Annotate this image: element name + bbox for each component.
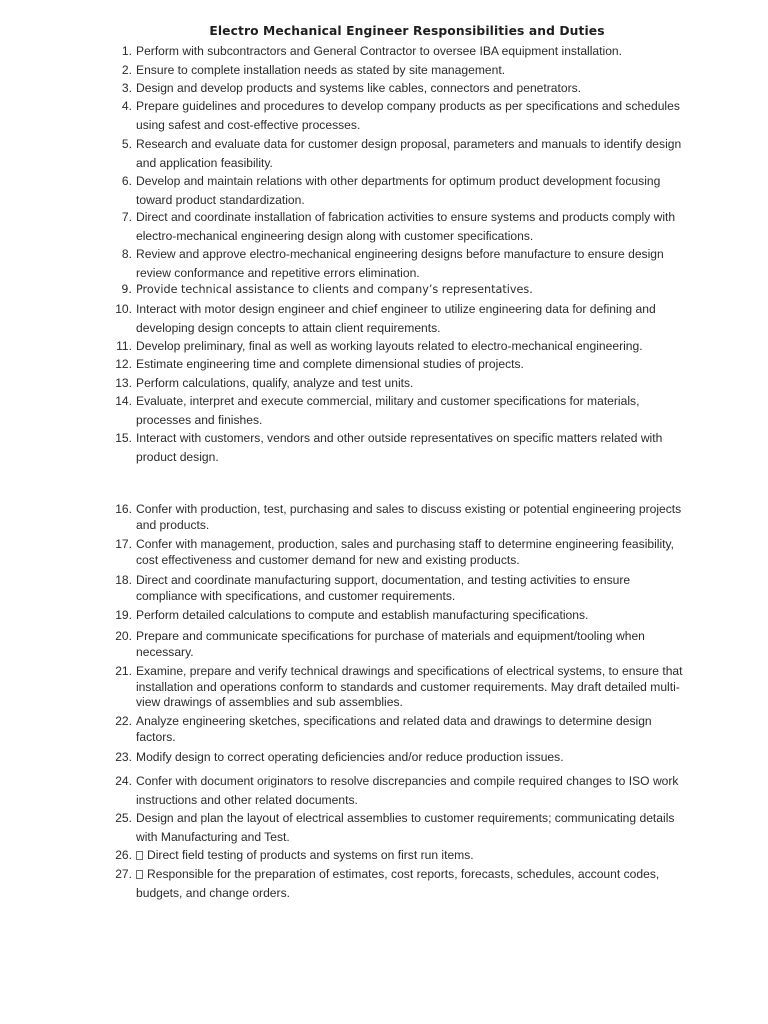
- item-number: 3.: [121, 81, 132, 95]
- list-item: [108, 245, 688, 282]
- item-number: 11.: [116, 339, 132, 353]
- list-item: [108, 79, 688, 98]
- item-number: 4.: [121, 99, 132, 113]
- item-text: Interact with customers, vendors and other outside representatives on specific matters related with product design.: [136, 431, 663, 464]
- list-item: [108, 608, 688, 624]
- list-item: [108, 392, 688, 429]
- item-number: 14.: [115, 394, 132, 408]
- item-text: Review and approve electro-mechanical engineering designs before manufacture to ensure design review conformance and repetitive errors elimination.: [136, 247, 664, 280]
- item-number: 25.: [115, 811, 132, 825]
- item-text: Design and develop products and systems like cables, connectors and penetrators.: [136, 81, 582, 95]
- list-item: [108, 772, 688, 809]
- list-item: [108, 355, 688, 374]
- list-item: [108, 135, 688, 172]
- item-text: Research and evaluate data for customer design proposal, parameters and manuals to identify design and application feasibility.: [136, 137, 682, 170]
- list-item: [108, 300, 688, 337]
- item-text: Design and plan the layout of electrical assemblies to customer requirements; communicating details with Manufacturing and Test.: [136, 811, 675, 844]
- item-text: Provide technical assistance to clients and company’s representatives.: [136, 283, 533, 296]
- item-text: Modify design to correct operating deficiencies and/or reduce production issues.: [136, 750, 564, 764]
- item-number: 19.: [115, 608, 132, 622]
- item-text: Estimate engineering time and complete dimensional studies of projects.: [136, 357, 524, 371]
- item-text: Prepare guidelines and procedures to develop company products as per specifications and schedules using safest and cost-effective processes.: [136, 99, 680, 132]
- list-item: [108, 846, 688, 865]
- unknown-glyph-icon: [136, 870, 143, 879]
- item-number: 15.: [115, 431, 132, 445]
- list-item: [108, 429, 688, 466]
- item-number: 27.: [115, 867, 132, 881]
- page-title: Electro Mechanical Engineer Responsibilities and Duties: [209, 24, 605, 38]
- list-item: [108, 172, 688, 209]
- item-text: Interact with motor design engineer and chief engineer to utilize engineering data for defining and developing design concepts to attain client requirements.: [136, 302, 656, 335]
- item-number: 21.: [115, 664, 132, 678]
- list-item: [108, 502, 688, 533]
- item-number: 26.: [115, 848, 132, 862]
- item-number: 13.: [115, 376, 132, 390]
- item-number: 24.: [115, 774, 132, 788]
- list-item: [108, 573, 688, 604]
- item-text: Direct and coordinate installation of fabrication activities to ensure systems and products comply with electro-mechanical engineering design along with customer specifications.: [136, 210, 676, 243]
- item-text: Perform with subcontractors and General Contractor to oversee IBA equipment installation.: [136, 44, 623, 58]
- item-number: 2.: [121, 63, 132, 77]
- item-number: 12.: [115, 357, 132, 371]
- item-number: 10.: [115, 302, 132, 316]
- item-text: Responsible for the preparation of estimates, cost reports, forecasts, schedules, account codes, budgets, and change orders.: [136, 867, 660, 900]
- list-item: [108, 714, 688, 745]
- item-number: 6.: [121, 174, 132, 188]
- item-text: Examine, prepare and verify technical drawings and specifications of electrical systems, to ensure that installation and operations conform to standards and customer requirements. May draft detailed multi-view drawings of assemblies and sub assemblies.: [136, 664, 683, 709]
- list-item: [108, 750, 688, 766]
- list-item: [108, 208, 688, 245]
- item-number: 20.: [115, 629, 132, 643]
- list-item: [108, 664, 688, 711]
- item-number: 7.: [121, 210, 132, 224]
- item-text: Direct field testing of products and systems on first run items.: [147, 848, 474, 862]
- item-text: Prepare and communicate specifications for purchase of materials and equipment/tooling when necessary.: [136, 629, 645, 659]
- item-text: Confer with production, test, purchasing and sales to discuss existing or potential engineering projects and products.: [136, 502, 682, 532]
- item-number: 1.: [121, 44, 132, 58]
- list-item: [108, 337, 688, 356]
- item-text: Analyze engineering sketches, specifications and related data and drawings to determine design factors.: [136, 714, 652, 744]
- item-text: Develop and maintain relations with other departments for optimum product development focusing toward product standardization.: [136, 174, 661, 207]
- item-number: 17.: [115, 537, 132, 551]
- list-item: [108, 42, 688, 61]
- list-item: [108, 281, 688, 300]
- item-number: 5.: [121, 137, 132, 151]
- list-item: [108, 629, 688, 660]
- list-item: [108, 537, 688, 568]
- list-item: [108, 374, 688, 393]
- item-text: Perform detailed calculations to compute and establish manufacturing specifications.: [136, 608, 589, 622]
- item-number: 9.: [121, 283, 132, 296]
- list-item: [108, 865, 688, 902]
- list-item: [108, 61, 688, 80]
- item-number: 8.: [121, 247, 132, 261]
- item-text: Evaluate, interpret and execute commercial, military and customer specifications for materials, processes and finishes.: [136, 394, 640, 427]
- item-text: Develop preliminary, final as well as working layouts related to electro-mechanical engineering.: [136, 339, 643, 353]
- item-text: Confer with document originators to resolve discrepancies and compile required changes to ISO work instructions and other related documents.: [136, 774, 679, 807]
- item-number: 23.: [115, 750, 132, 764]
- list-item: [108, 97, 688, 134]
- item-text: Ensure to complete installation needs as stated by site management.: [136, 63, 506, 77]
- unknown-glyph-icon: [136, 851, 143, 860]
- item-number: 22.: [115, 714, 132, 728]
- item-number: 16.: [115, 502, 132, 516]
- item-text: Confer with management, production, sales and purchasing staff to determine engineering feasibility, cost effectiveness and customer demand for new and existing products.: [136, 537, 675, 567]
- list-item: [108, 809, 688, 846]
- item-text: Perform calculations, qualify, analyze and test units.: [136, 376, 414, 390]
- item-text: Direct and coordinate manufacturing support, documentation, and testing activities to ensure compliance with specifications, and customer requirements.: [136, 573, 631, 603]
- item-number: 18.: [115, 573, 132, 587]
